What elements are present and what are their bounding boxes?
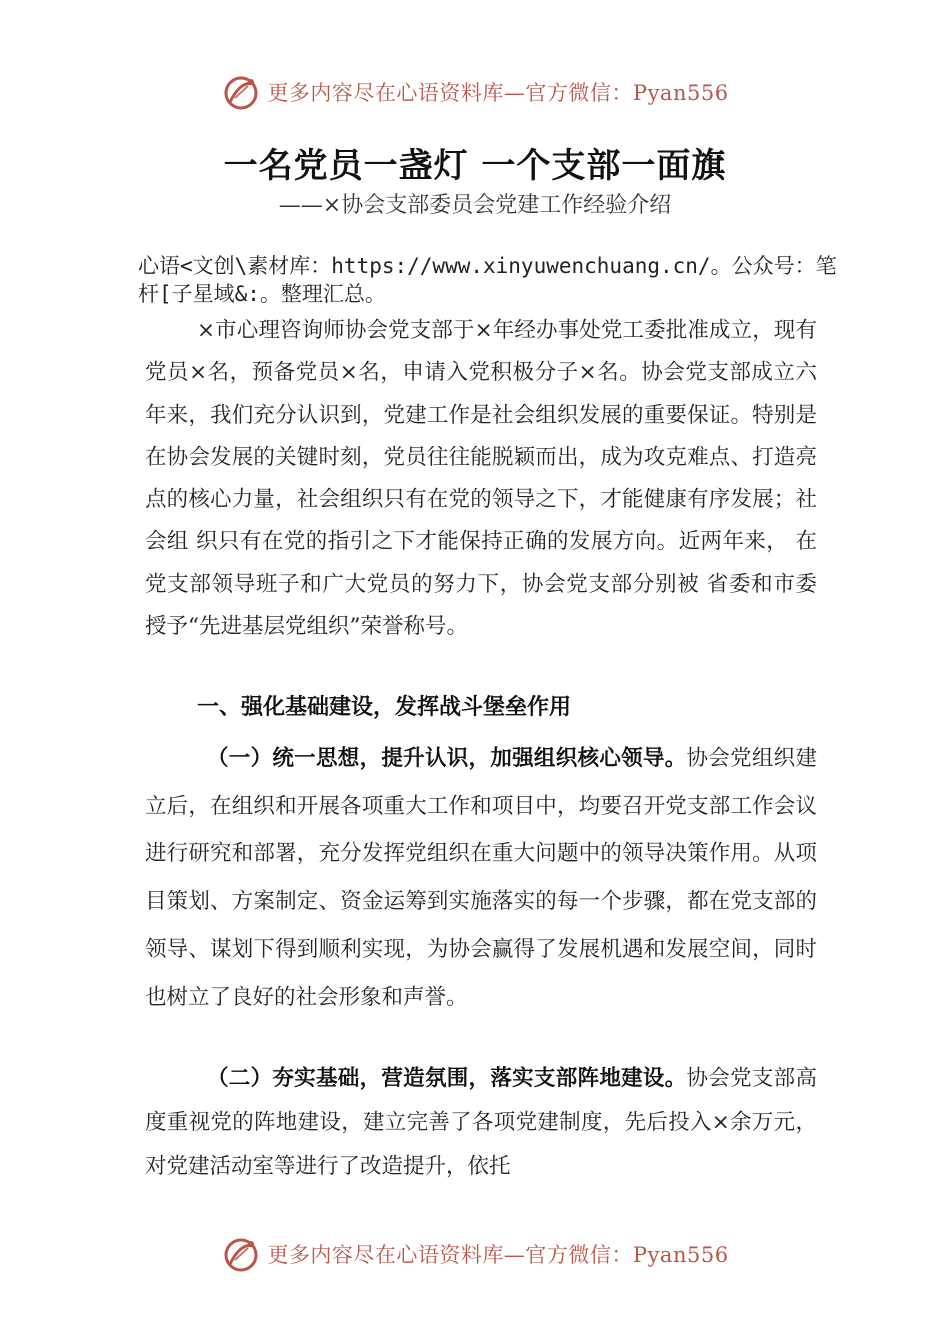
item2-body: 协会党支部高度重视党的阵地建设，建立完善了各项党建制度，先后投入×余万元，对党建活动室等进行了改造提升，依托 bbox=[145, 1066, 817, 1179]
watermark-banner-top bbox=[0, 70, 950, 114]
document-subtitle: ——×协会支部委员会党建工作经验介绍 bbox=[278, 193, 672, 218]
item2-heading: （二）夯实基础，营造氛围，落实支部阵地建设。 bbox=[207, 1066, 687, 1091]
item1-heading: （一）统一思想，提升认识，加强组织核心领导。 bbox=[207, 746, 687, 771]
section-heading: 一、强化基础建设，发挥战斗堡垒作用 bbox=[197, 695, 572, 720]
logo-seal-icon bbox=[221, 1234, 261, 1274]
watermark-text: 更多内容尽在心语资料库—官方微信：Pyan556 bbox=[267, 81, 729, 105]
intro-paragraph: ×市心理咨询师协会党支部于×年经办事处党工委批准成立，现有党员×名，预备党员×名，申请入党积极分子×名。协会党支部成立六年来，我们充分认识到，党建工作是社会组织发展的重要保证。特别是在协会发展的关键时刻，党员往往能脱颖而出，成为攻克难点、打造亮点的核心力量，社会组织只有在党的领导之下，才能健康有序发展；社会组 织只有在党的指引之下才能保持正确的发展方向。近两年来， 在党支部领导班子和广大党员的努力下，协会党支部分别被 省委和市委授予“先进基层党组织”荣誉称号。 bbox=[145, 318, 817, 640]
document-title: 一名党员一盏灯 一个支部一面旗 bbox=[223, 146, 727, 186]
item1-body: 协会党组织建立后，在组织和开展各项重大工作和项目中，均要召开党支部工作会议进行研究和部署，充分发挥党组织在重大问题中的领导决策作用。从项目策划、方案制定、资金运筹到实施落实的每一个步骤，都在党支部的领导、谋划下得到顺利实现，为协会赢得了发展机遇和发展空间，同时也树立了良好的社会形象和声誉。 bbox=[145, 746, 817, 1010]
watermark-text: 更多内容尽在心语资料库—官方微信：Pyan556 bbox=[267, 1243, 729, 1267]
item1-paragraph bbox=[145, 735, 817, 1021]
logo-seal-icon bbox=[221, 72, 261, 112]
source-note: 心语<文创\素材库：https://www.xinyuwenchuang.cn/。公众号：笔杆[子星域&:。整理汇总。 bbox=[138, 254, 837, 306]
watermark-banner-bottom bbox=[0, 1232, 950, 1276]
item2-paragraph bbox=[145, 1057, 817, 1189]
